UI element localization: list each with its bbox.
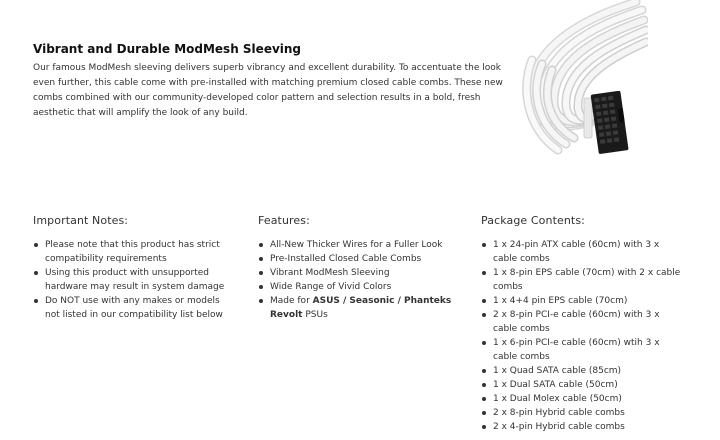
feature-suffix: PSUs [302, 310, 328, 320]
list-item [258, 294, 463, 322]
features-list [258, 238, 463, 322]
list-item: Please note that this product has strict compatibility requirements [33, 238, 233, 266]
list-item: 1 x 4+4 pin EPS cable (70cm) [481, 294, 686, 308]
list-item: 1 x 24-pin ATX cable (60cm) with 3 x cable combs [481, 238, 686, 266]
list-item: 2 x 8-pin PCI-e cable (60cm) with 3 x cable combs [481, 308, 686, 336]
features-section [258, 214, 463, 322]
list-item: Vibrant ModMesh Sleeving [258, 266, 463, 280]
list-item: 1 x 8-pin EPS cable (70cm) with 2 x cable combs [481, 266, 686, 294]
package-contents-heading: Package Contents: [481, 214, 585, 227]
list-item: Wide Range of Vivid Colors [258, 280, 463, 294]
list-item: Using this product with unsupported hardware may result in system damage [33, 266, 233, 294]
cable-product-image [518, 0, 648, 190]
list-item: Pre-Installed Closed Cable Combs [258, 252, 463, 266]
important-notes-heading: Important Notes: [33, 214, 129, 227]
list-item: 2 x 4-pin Hybrid cable combs [481, 420, 686, 434]
list-item: 2 x 8-pin Hybrid cable combs [481, 406, 686, 420]
features-heading: Features: [258, 214, 310, 227]
feature-prefix: Made for [270, 296, 313, 306]
list-item: Do NOT use with any makes or models not listed in our compatibility list below [33, 294, 233, 322]
important-notes-list [33, 238, 233, 322]
list-item: All-New Thicker Wires for a Fuller Look [258, 238, 463, 252]
list-item: 1 x Dual SATA cable (50cm) [481, 378, 686, 392]
list-item: 1 x Quad SATA cable (85cm) [481, 364, 686, 378]
list-item: 1 x Dual Molex cable (50cm) [481, 392, 686, 406]
feature-brands: ASUS / Seasonic / Phanteks Revolt [270, 296, 452, 320]
important-notes-section [33, 214, 233, 322]
section-description: Our famous ModMesh sleeving delivers superb vibrancy and excellent durability. To accentuate the look even further, this cable come with pre-installed with matching premium closed cable combs. These new combs combined with our community-developed color pattern and selection results in a bold, fresh aesthetic that will amplify the look of any build. [33, 63, 503, 118]
package-contents-section [481, 214, 686, 434]
list-item: 1 x 6-pin PCI-e cable (60cm) wtih 3 x cable combs [481, 336, 686, 364]
package-contents-list [481, 238, 686, 434]
section-title: Vibrant and Durable ModMesh Sleeving [33, 42, 302, 56]
